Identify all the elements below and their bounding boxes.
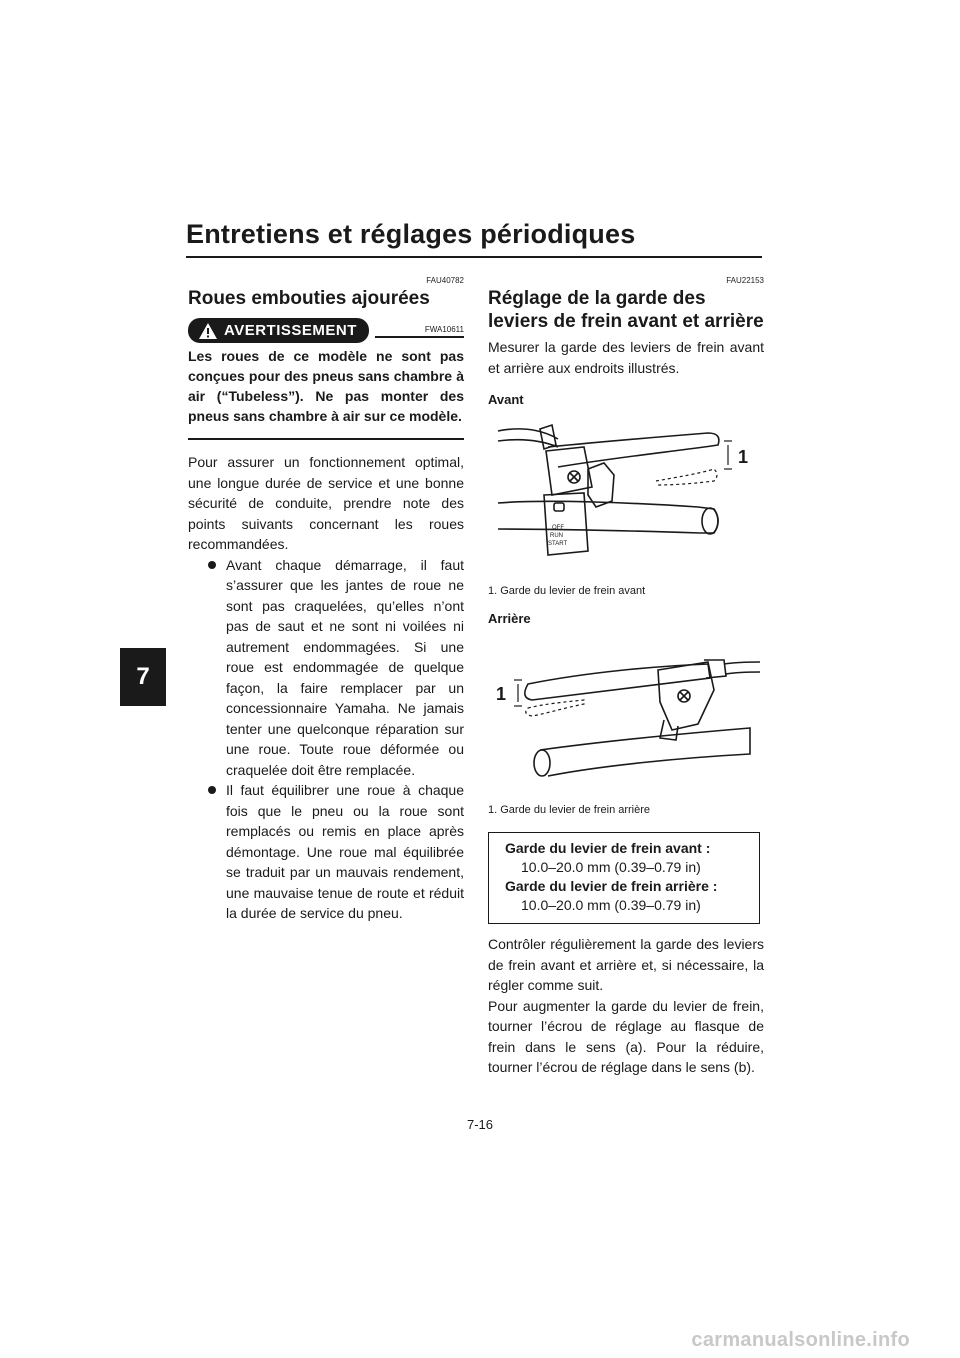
rear-callout-number: 1 bbox=[496, 684, 507, 704]
brake-intro: Mesurer la garde des leviers de frein avant et arrière aux endroits illustrés. bbox=[488, 339, 764, 376]
rear-brake-lever-illustration bbox=[488, 630, 760, 800]
bullet-icon bbox=[208, 786, 216, 794]
front-callout-number: 1 bbox=[738, 447, 749, 467]
chapter-tab: 7 bbox=[120, 648, 166, 706]
switch-label-run: RUN bbox=[550, 533, 563, 539]
spec-box bbox=[488, 832, 760, 924]
watermark: carmanualsonline.info bbox=[691, 1329, 910, 1351]
bullet-text: Avant chaque démarrage, il faut s’assurer que les jantes de roue ne sont pas craquelées, qu’elles n’ont pas de saut et ne sont ni voilées ni autrement endommagées. Si une roue est endommagée de quelque façon, la faire remplacer par un concessionnaire Yamaha. Ne jamais tenter une quelconque réparation sur une roue. Toute roue déformée ou craquelée doit être remplacée. bbox=[226, 556, 464, 778]
rear-label: Arrière bbox=[488, 611, 531, 626]
switch-label-off: OFF bbox=[552, 525, 564, 531]
wheels-bullet-list bbox=[188, 555, 464, 924]
spec-front-value: 10.0–20.0 mm (0.39–0.79 in) bbox=[521, 859, 701, 875]
switch-label-start: START bbox=[548, 541, 568, 547]
warning-rule bbox=[375, 336, 464, 338]
warning-triangle-icon bbox=[198, 322, 218, 340]
section-code: FAU22153 bbox=[726, 276, 764, 285]
spec-rear-label: Garde du levier de frein arrière : bbox=[505, 878, 718, 894]
warning-text: Les roues de ce modèle ne sont pas conçues pour des pneus sans chambre à air (“Tubeless”). Ne pas monter des pneus sans chambre à air sur ce modèle. bbox=[188, 346, 464, 440]
warning-badge bbox=[188, 318, 369, 343]
warning-label: AVERTISSEMENT bbox=[224, 322, 357, 339]
rear-caption: 1. Garde du levier de frein arrière bbox=[488, 804, 651, 816]
spec-front-label: Garde du levier de frein avant : bbox=[505, 840, 711, 856]
section-heading-wheels: Roues embouties ajourées bbox=[188, 288, 430, 309]
spec-rear-value: 10.0–20.0 mm (0.39–0.79 in) bbox=[521, 897, 701, 913]
front-caption: 1. Garde du levier de frein avant bbox=[488, 585, 646, 597]
section-heading-brake-levers: Réglage de la garde des leviers de frein avant et arrière bbox=[488, 288, 764, 332]
adjust-paragraph: Pour augmenter la garde du levier de frein, tourner l’écrou de réglage au flasque de frein dans le sens (a). Pour la réduire, tourner l’écrou de réglage dans le sens (b). bbox=[488, 997, 764, 1075]
left-column bbox=[188, 276, 464, 924]
list-item bbox=[206, 555, 464, 781]
warning-code: FWA10611 bbox=[424, 325, 464, 334]
right-column bbox=[488, 276, 764, 1078]
list-item bbox=[206, 780, 464, 924]
page-title: Entretiens et réglages périodiques bbox=[186, 219, 636, 249]
title-rule bbox=[186, 256, 762, 258]
page-number: 7-16 bbox=[466, 1117, 494, 1132]
bullet-text: Il faut équilibrer une roue à chaque fois que le pneu ou la roue sont remplacés ou remis en place après démontage. Une roue mal équilibrée se traduit par un mauvais rendement, une mauvaise tenue de route et réduit la durée de service du pneu. bbox=[226, 782, 464, 921]
section-code: FAU40782 bbox=[426, 276, 464, 285]
wheels-intro: Pour assurer un fonctionnement optimal, une longue durée de service et une bonne sécurité de conduite, prendre note des points suivants concernant les roues recommandées. bbox=[188, 454, 464, 552]
bullet-icon bbox=[208, 561, 216, 569]
check-paragraph: Contrôler régulièrement la garde des leviers de frein avant et arrière et, si nécessaire, la régler comme suit. bbox=[488, 936, 764, 993]
front-label: Avant bbox=[488, 392, 524, 407]
front-brake-lever-illustration bbox=[488, 411, 760, 581]
